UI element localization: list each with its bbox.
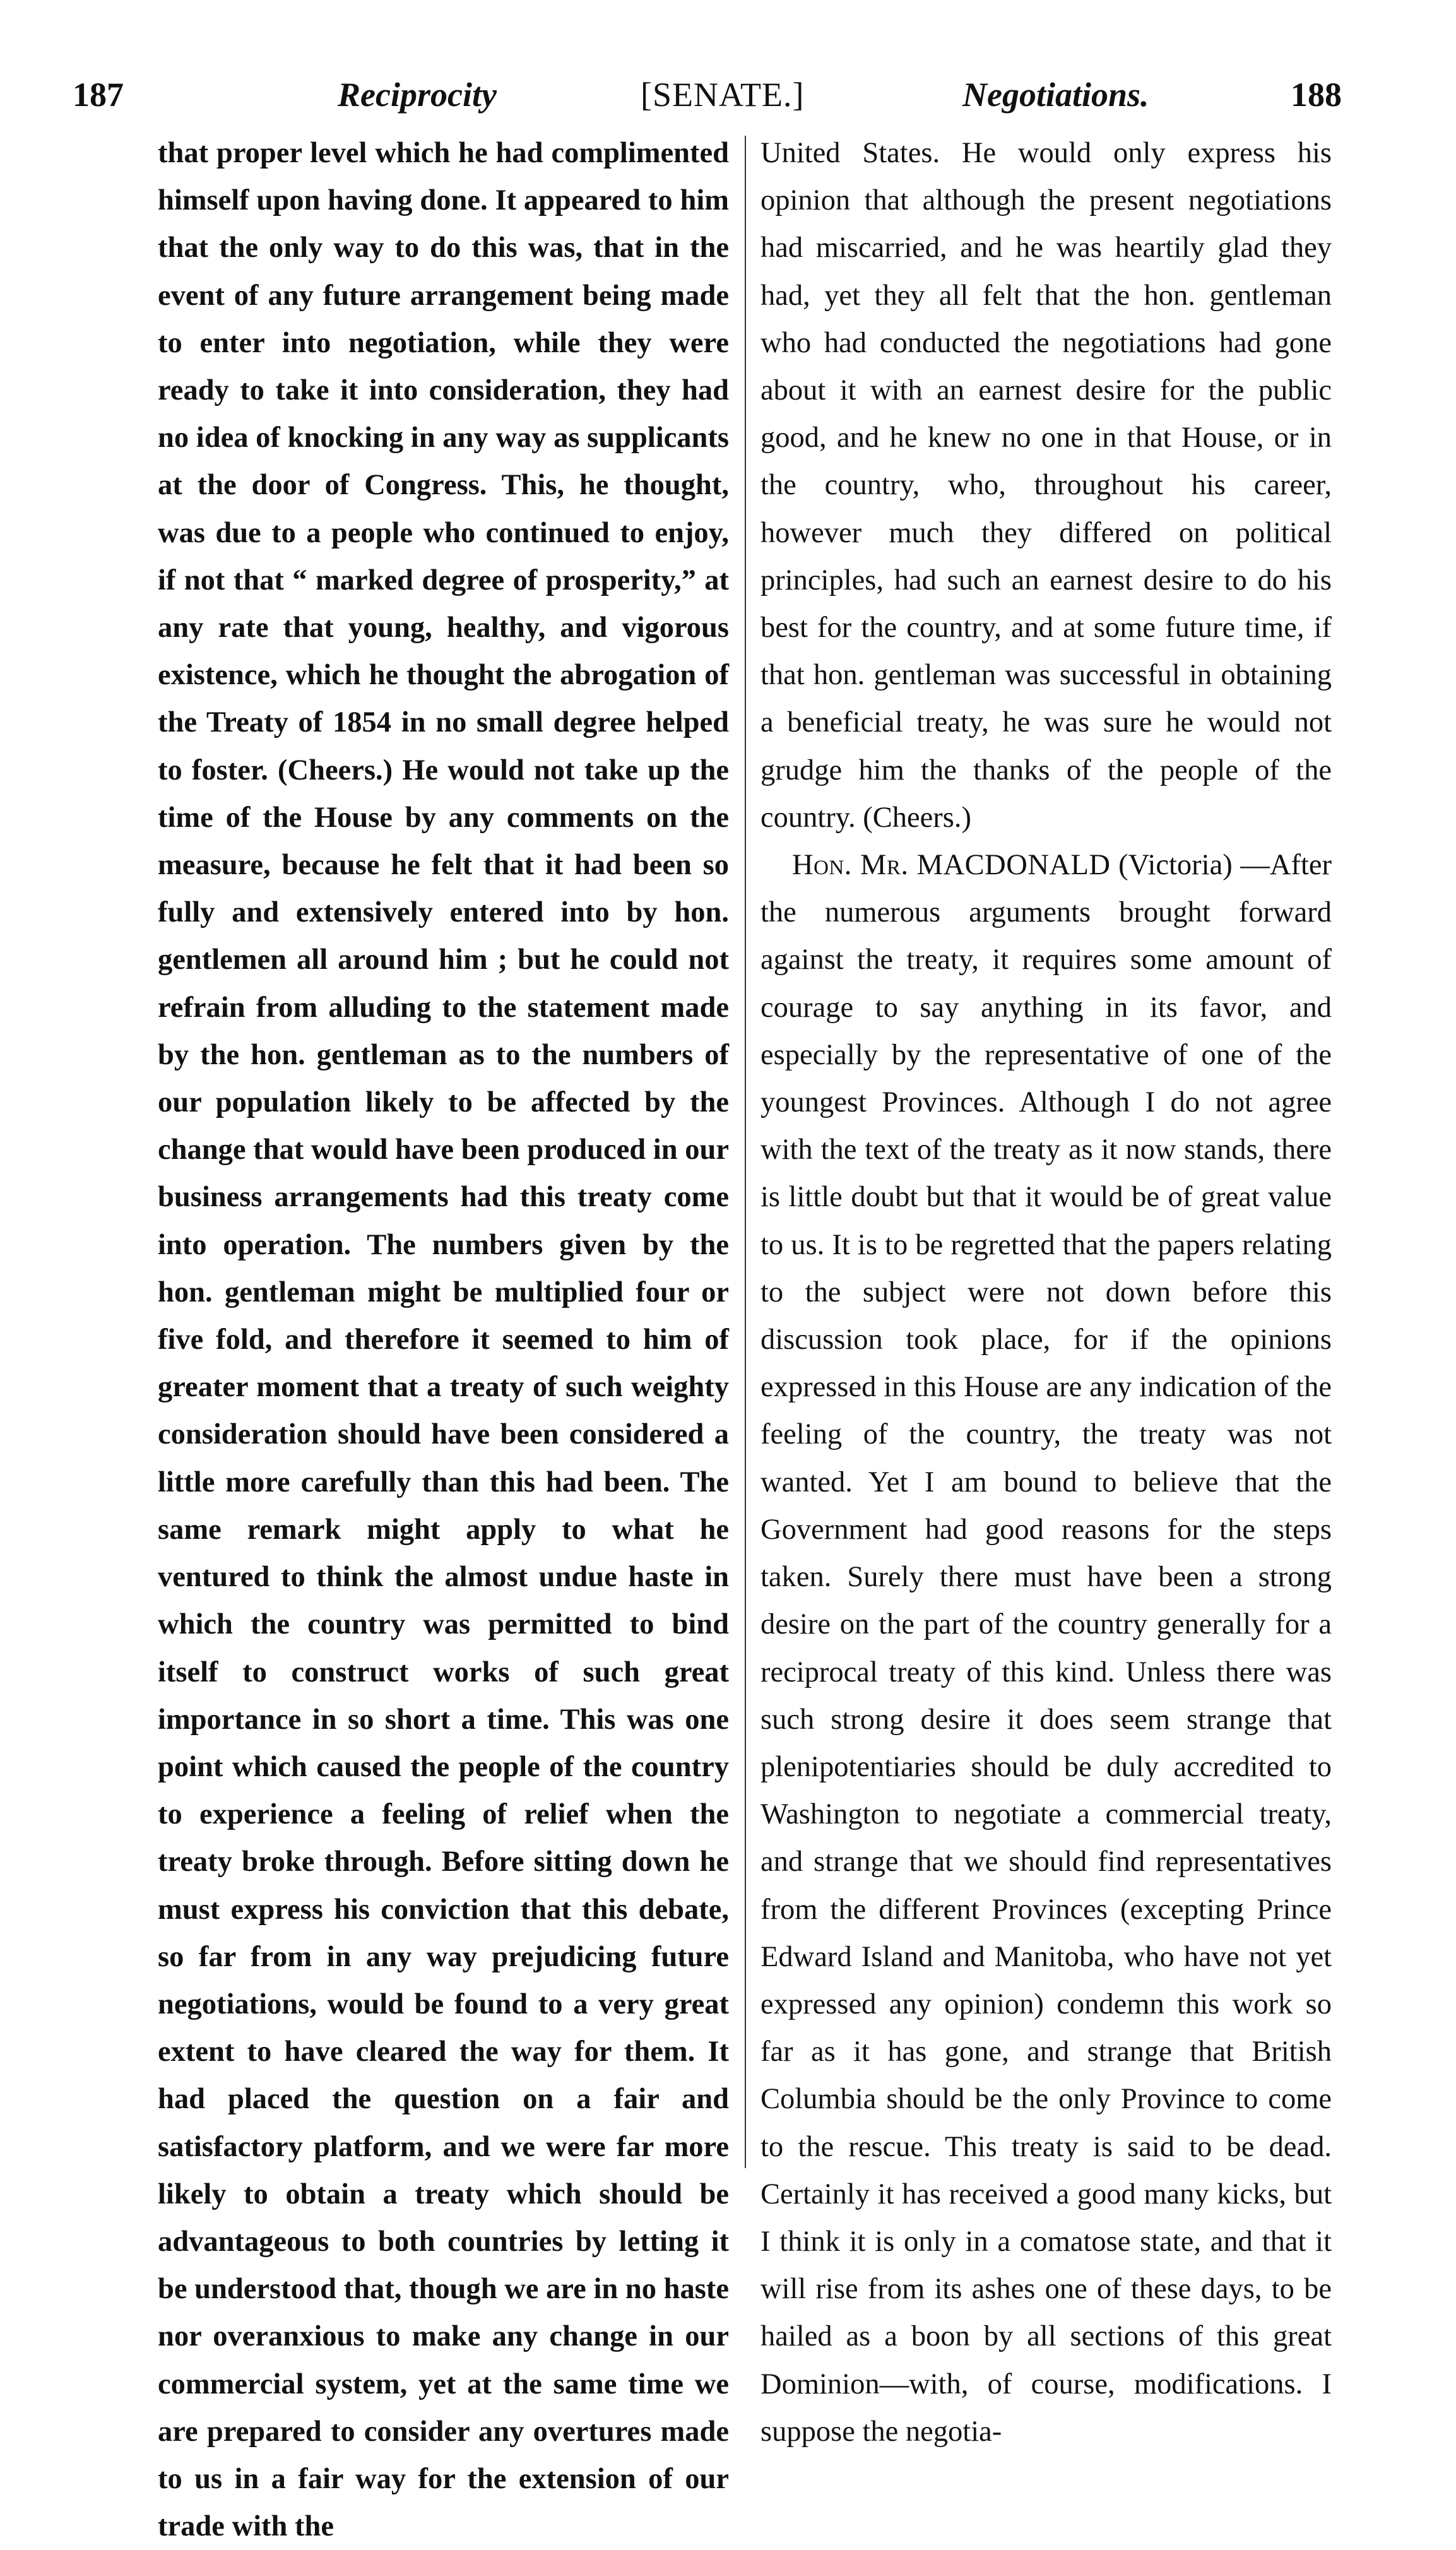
right-column <box>761 129 1332 2448</box>
right-page-number: 188 <box>1291 76 1342 114</box>
left-running-title: Reciprocity <box>338 76 497 114</box>
left-column-paragraph: that proper level which he had complimented himself upon having done. It appeared to him that the only way to do this was, that in the event of any future arrangement being made to enter into negotiation, while they were ready to take it into consideration, they had no idea of knocking in any way as supplicants at the door of Congress. This, he thought, was due to a people who continued to enjoy, if not that “ marked degree of prosperity,” at any rate that young, healthy, and vigorous existence, which he thought the abrogation of the Treaty of 1854 in no small degree helped to foster. (Cheers.) He would not take up the time of the House by any comments on the measure, because he felt that it had been so fully and extensively entered into by hon. gentlemen all around him ; but he could not refrain from alluding to the statement made by the hon. gentleman as to the numbers of our population likely to be affected by the change that would have been produced in our business arrangements had this treaty come into operation. The numbers given by the hon. gentleman might be multiplied four or five fold, and therefore it seemed to him of greater moment that a treaty of such weighty consideration should have been considered a little more carefully than this had been. The same remark might apply to what he ventured to think the almost undue haste in which the country was permitted to bind itself to construct works of such great importance in so short a time. This was one point which caused the people of the country to experience a feeling of relief when the treaty broke through. Before sitting down he must express his conviction that this debate, so far from in any way prejudicing future negotiations, would be found to a very great extent to have cleared the way for them. It had placed the question on a fair and satisfactory platform, and we were far more likely to obtain a treaty which should be advantageous to both countries by letting it be understood that, though we are in no haste nor overanxious to make any change in our commercial system, yet at the same time we are prepared to consider any overtures made to us in a fair way for the extension of our trade with the <box>158 137 729 2543</box>
speaker-name: Hon. Mr. MACDONALD <box>792 849 1111 882</box>
chamber-label: [SENATE.] <box>641 76 805 114</box>
speech-text: —After the numerous arguments brought forward against the treaty, it requires some amount of courage to say anything in its favor, and especially by the representative of one of the youngest Provinces. Although I do not agree with the text of the treaty as it now stands, there is little doubt but that it would be of great value to us. It is to be regretted that the papers relating to the subject were not down before this discussion took place, for if the opinions expressed in this House are any indication of the feeling of the country, the treaty was not wanted. Yet I am bound to believe that the Government had good reasons for the steps taken. Surely there must have been a strong desire on the part of the country generally for a reciprocal treaty of this kind. Unless there was such strong desire it does seem strange that plenipotentiaries should be duly accredited to Washington to negotiate a commercial treaty, and strange that we should find representatives from the different Provinces (excepting Prince Edward Island and Manitoba, who have not yet expressed any opinion) condemn this work so far as it has gone, and strange that British Columbia should be the only Province to come to the rescue. This treaty is said to be dead. Certainly it has received a good many kicks, but I think it is only in a comatose state, and that it will rise from its ashes one of these days, to be hailed as a boon by all sections of this great Dominion—with, of course, modifications. I suppose the negotia- <box>761 849 1332 2448</box>
right-column-paragraph-2 <box>761 841 1332 2455</box>
column-divider <box>745 136 746 2168</box>
left-page-number: 187 <box>73 76 124 114</box>
speaker-riding: (Victoria) <box>1118 849 1233 882</box>
left-column <box>158 129 729 2543</box>
running-header <box>35 63 1421 126</box>
right-running-title: Negotiations. <box>962 76 1149 114</box>
right-column-paragraph-1: United States. He would only express his opinion that although the present negotiations had miscarried, and he was heartily glad they had, yet they all felt that the hon. gentleman who had conducted the negotiations had gone about it with an earnest desire for the public good, and he knew no one in that House, or in the country, who, throughout his career, however much they differed on political principles, had such an earnest desire to do his best for the country, and at some future time, if that hon. gentleman was successful in obtaining a beneficial treaty, he was sure he would not grudge him the thanks of the people of the country. (Cheers.) <box>761 137 1332 834</box>
